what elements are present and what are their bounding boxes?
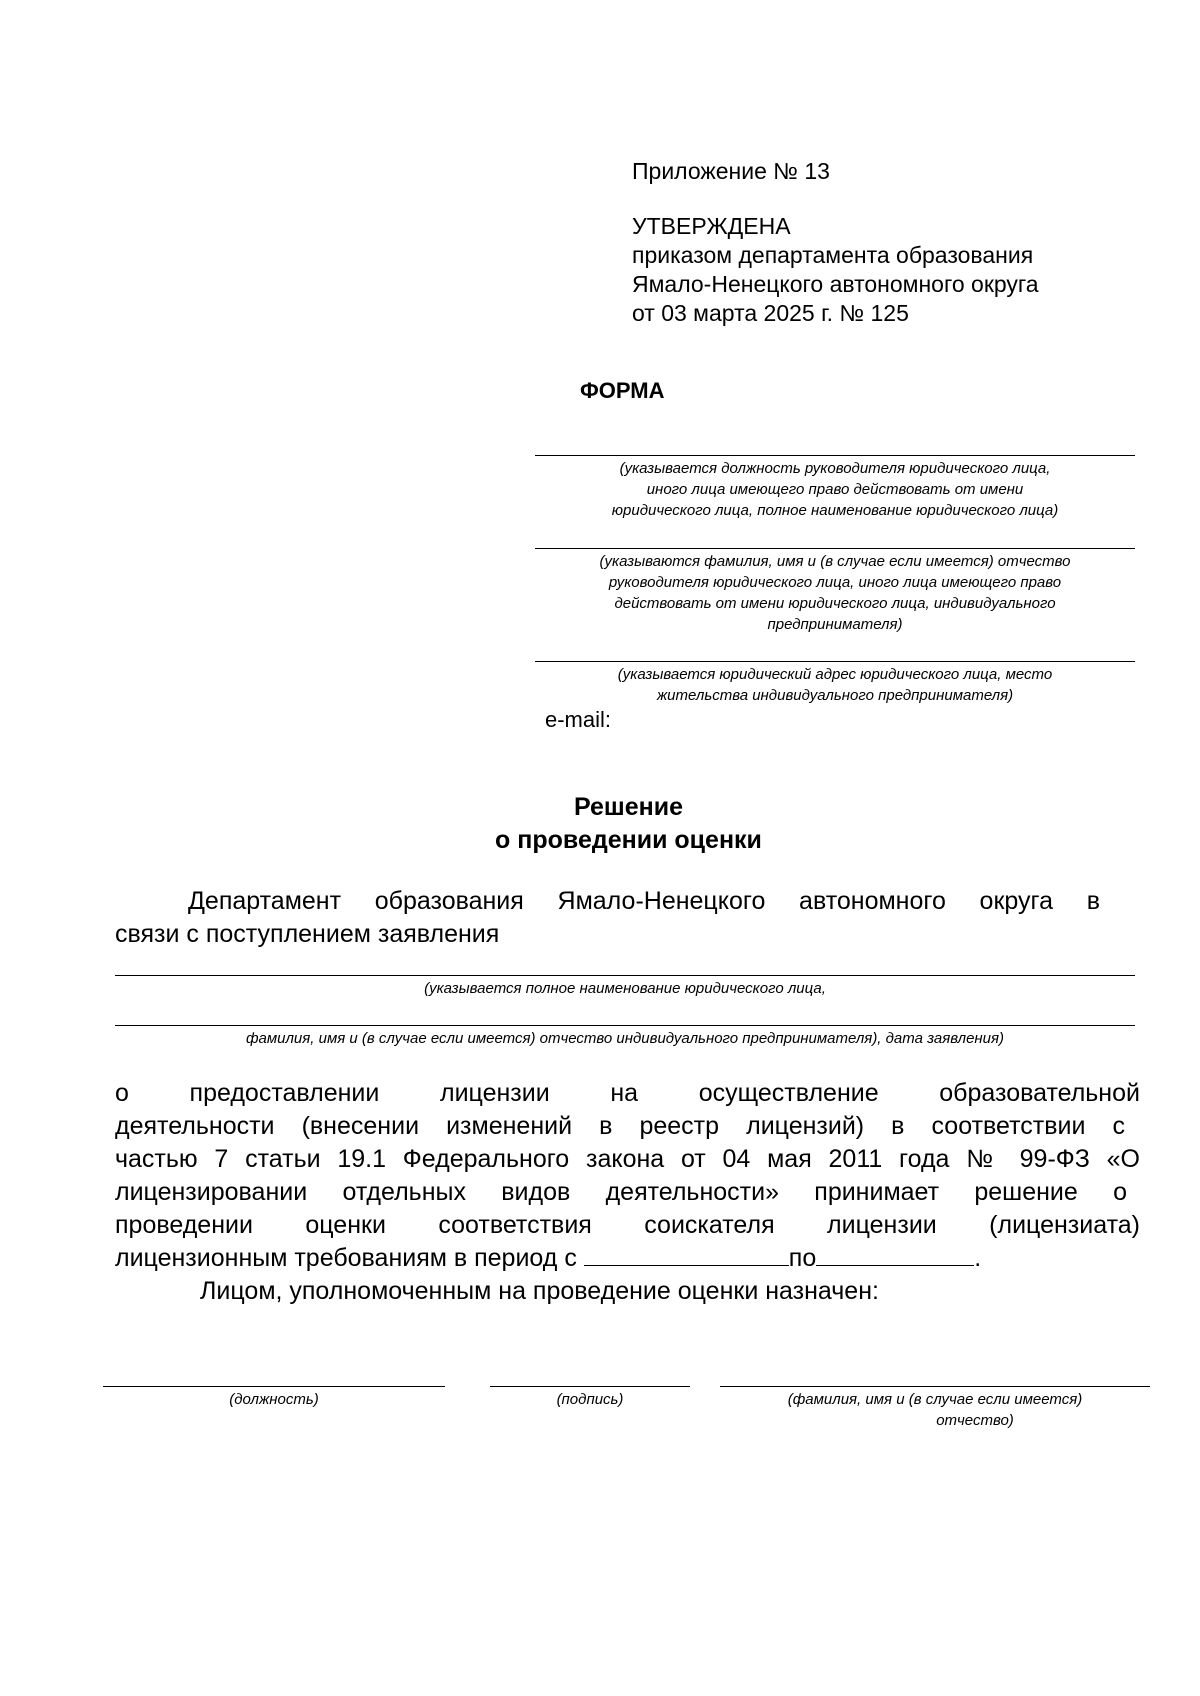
order-line-1: приказом департамента образования xyxy=(632,242,1034,268)
hint-line: отчество) xyxy=(936,1412,1014,1429)
hint-line: жительства индивидуального предпринимателя) xyxy=(656,687,1014,704)
paragraph-line-6 xyxy=(115,1242,1140,1275)
hint-line: иного лица имеющего право действовать от имени xyxy=(646,481,1024,498)
order-line-3: от 03 марта 2025 г. № 125 xyxy=(632,300,909,326)
paragraph-line-3: частью 7 статьи 19.1 Федерального закона от 04 мая 2011 года № 99-ФЗ «О xyxy=(115,1145,1140,1173)
signature-name-hint xyxy=(720,1389,1150,1431)
applicant-rule-1 xyxy=(115,975,1135,976)
hint-line: (подпись) xyxy=(556,1391,624,1408)
applicant-hint-1 xyxy=(115,978,1135,999)
hint-line: (фамилия, имя и (в случае если имеется) xyxy=(787,1391,1083,1408)
addressee-name-rule xyxy=(535,548,1135,549)
applicant-hint-2 xyxy=(115,1028,1135,1049)
period-start-blank[interactable] xyxy=(584,1243,789,1266)
addressee-address-hint xyxy=(535,664,1135,706)
signature-sign-hint xyxy=(490,1389,690,1410)
order-line-2: Ямало-Ненецкого автономного округа xyxy=(632,271,1039,297)
signature-position-hint xyxy=(103,1389,445,1410)
hint-line: (указываются фамилия, имя и (в случае если имеется) отчество xyxy=(599,553,1071,570)
addressee-address-rule xyxy=(535,661,1135,662)
hint-line: действовать от имени юридического лица, индивидуального xyxy=(614,595,1056,612)
approved-label: УТВЕРЖДЕНА xyxy=(632,213,791,239)
email-label: e-mail: xyxy=(545,707,612,732)
hint-line: (указывается должность руководителя юридического лица, xyxy=(619,460,1051,477)
period-end-dot: . xyxy=(974,1244,982,1272)
applicant-rule-2 xyxy=(115,1025,1135,1026)
hint-line: (указывается полное наименование юридического лица, xyxy=(424,980,826,997)
form-label: ФОРМА xyxy=(580,378,665,403)
addressee-name-hint xyxy=(535,551,1135,635)
addressee-position-rule xyxy=(535,455,1135,456)
decision-subtitle: о проведении оценки xyxy=(495,826,762,854)
paragraph-line-4: лицензировании отдельных видов деятельности» принимает решение о xyxy=(115,1178,1127,1206)
signature-position-rule xyxy=(103,1386,445,1387)
signature-sign-rule xyxy=(490,1386,690,1387)
period-prefix: лицензионным требованиям в период с xyxy=(115,1244,577,1272)
hint-line: юридического лица, полное наименование юридического лица) xyxy=(611,502,1059,519)
paragraph-line-1: о предоставлении лицензии на осуществление образовательной xyxy=(115,1079,1140,1107)
hint-line: (указывается юридический адрес юридического лица, место xyxy=(617,666,1053,683)
hint-line: предпринимателя) xyxy=(767,616,903,633)
appendix-number: Приложение № 13 xyxy=(632,158,830,184)
appointee-line: Лицом, уполномоченным на проведение оценки назначен: xyxy=(200,1277,879,1305)
decision-title: Решение xyxy=(573,793,684,821)
hint-line: руководителя юридического лица, иного лица имеющего право xyxy=(608,574,1062,591)
signature-name-rule xyxy=(720,1386,1150,1387)
intro-line-2: связи с поступлением заявления xyxy=(115,920,500,948)
intro-line-1: Департамент образования Ямало-Ненецкого автономного округа в xyxy=(188,887,1100,915)
hint-line: (должность) xyxy=(229,1391,319,1408)
hint-line: фамилия, имя и (в случае если имеется) отчество индивидуального предпринимателя), дата заявления) xyxy=(245,1030,1005,1047)
addressee-position-hint xyxy=(535,458,1135,521)
paragraph-line-2: деятельности (внесении изменений в реестр лицензий) в соответствии с xyxy=(115,1112,1125,1140)
period-to-label: по xyxy=(788,1244,817,1272)
paragraph-line-5: проведении оценки соответствия соискателя лицензии (лицензиата) xyxy=(115,1211,1140,1239)
period-end-blank[interactable] xyxy=(816,1243,974,1266)
